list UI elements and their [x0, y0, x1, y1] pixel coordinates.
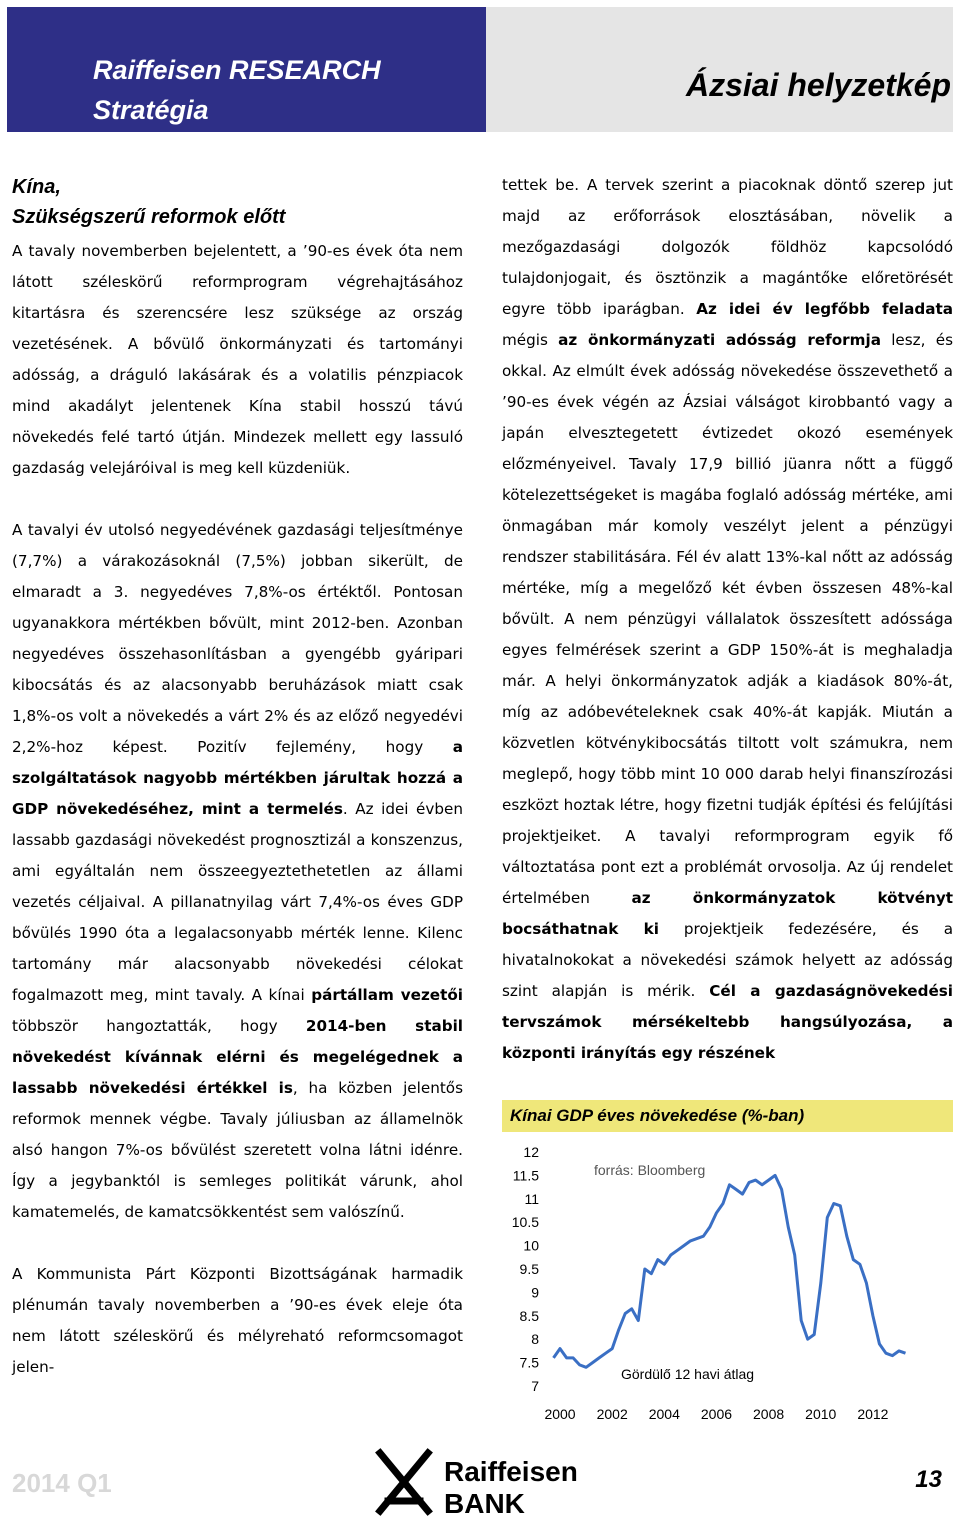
y-tick-label: 9	[531, 1284, 539, 1301]
raiffeisen-bank-logo	[370, 1445, 600, 1517]
r-text-a: tettek be. A tervek szerint a piacoknak döntő szerep jut majd az erőforrások elosztásában, növelik a mezőgazdasági dolgozók földhöz kapcsolódó tulajdonjogait, és ösztönzik a magántőke előretörését egyre több iparágban.	[502, 176, 953, 318]
r-text-c: mégis	[502, 331, 559, 349]
r-emphasis-debt-reform: az önkormányzati adósság reformja	[558, 331, 881, 349]
section-title-line-1: Kína,	[12, 176, 61, 198]
x-tick-label: 2006	[700, 1406, 733, 1422]
p2-text-g: , ha közben jelentős reformok mennek végbe. Tavaly júliusban az államelnök alsó hangon 7%-os bővülést szeretett volna látni idénre. Így a jegybanktól is semleges politikát várunk, ahol kamatemelés, de kamatcsökkentést sem valószínű.	[12, 1079, 463, 1221]
paragraph-1: A tavaly novemberben bejelentett, a ’90-es évek óta nem látott széleskörű reformprogram végrehajtásához kitartásra és szerencsére lesz szüksége az ország vezetésének. A bővülő önkormányzati és tartományi adósság, a dráguló lakásárak és a volatilis pénzpiacok mind akadályt jelentenek Kína stabil hosszú távú növekedés felé tartó útján. Mindezek mellett egy lassuló gazdaság velejáróival is meg kell küzdeniük.	[12, 242, 463, 477]
p2-emphasis-party: pártállam vezetői	[311, 986, 463, 1004]
chart-source-label: forrás: Bloomberg	[594, 1162, 706, 1178]
chart-title: Kínai GDP éves növekedése (%-ban)	[510, 1106, 805, 1125]
p2-emphasis-services: a szolgáltatások nagyobb mértékben járultak hozzá a GDP növekedéséhez, mint a termelés	[12, 738, 463, 818]
brand-line-1: Raiffeisen RESEARCH	[93, 55, 381, 85]
y-tick-label: 11	[524, 1190, 539, 1207]
x-tick-label: 2004	[648, 1406, 680, 1422]
y-tick-label: 10.5	[511, 1214, 539, 1231]
bank-name-line-2: BANK	[444, 1488, 525, 1517]
series-line-gdp	[554, 1175, 906, 1367]
right-column	[502, 170, 953, 1069]
y-tick-label: 11.5	[512, 1167, 539, 1184]
r-emphasis-main-task: Az idei év legfőbb feladata	[696, 300, 953, 318]
y-tick-label: 8	[531, 1331, 539, 1348]
x-tick-label: 2002	[596, 1406, 628, 1422]
r-emphasis-bonds: az önkormányzatok kötvényt bocsáthatnak ki	[502, 889, 953, 938]
raiffeisen-gable-cross-icon	[380, 1453, 428, 1511]
chart-title-bar	[502, 1100, 953, 1132]
x-tick-label: 2008	[753, 1406, 785, 1422]
y-tick-label: 7.5	[519, 1354, 539, 1371]
p2-text-a: A tavalyi év utolsó negyedévének gazdasági teljesítménye (7,7%) a várakozásoknál (7,5%) jobban sikerült, de elmaradt a 3. negyedéves 7,8%-os értéktől. Pontosan ugyanakkora mértékben bővült, mint 2012-ben. Azonban negyedéves összehasonlításban a gyengébb gyáripari kibocsátás és az alacsonyabb beruházások miatt csak 1,8%-os volt a növekedés a várt 2% és az előző negyedévi 2,2%-hoz képest. Pozitív fejlemény, hogy	[12, 521, 463, 756]
r-emphasis-goal: Cél a gazdaságnövekedési tervszámok mérsékeltebb hangsúlyozása, a központi irányítás egy részének	[502, 982, 953, 1062]
x-tick-label: 2012	[857, 1406, 889, 1422]
section-title-line-2: Szükségszerű reformok előtt	[12, 206, 286, 228]
p2-text-e: többször hangoztatták, hogy	[12, 1017, 306, 1035]
y-tick-label: 12	[523, 1144, 539, 1160]
y-tick-label: 7	[531, 1378, 539, 1394]
page-title: Ázsiai helyzetkép	[686, 67, 951, 103]
y-tick-label: 8.5	[519, 1307, 539, 1324]
chart-series-label: Gördülő 12 havi átlag	[621, 1366, 755, 1382]
y-tick-label: 9.5	[519, 1261, 539, 1277]
x-tick-label: 2010	[805, 1406, 837, 1422]
section-title	[12, 172, 285, 232]
header-brand-block	[7, 7, 486, 132]
paragraph-2	[12, 515, 463, 1228]
p2-emphasis-growth: 2014-ben stabil növekedést kívánnak elérni és megelégednek a lassabb növekedési értékkel is	[12, 1017, 463, 1097]
r-text-g: projektjeik fedezésére, és a hivatalnokokat a növekedési számok helyett az adósság szint alapján is mérik.	[502, 920, 954, 1000]
gdp-growth-chart	[500, 1136, 955, 1426]
page-number: 13	[915, 1466, 942, 1493]
brand-line-2: Stratégia	[93, 95, 209, 125]
paragraph-3: A Kommunista Párt Központi Bizottságának harmadik plénumán tavaly novemberben a ’90-es évek eleje óta nem látott széleskörű és mélyreható reformcsomagot jelen-	[12, 1265, 463, 1376]
r-text-e: lesz, és okkal. Az elmúlt évek adósság növekedése összevethető a ’90-es évek végén az Ázsiai válságot kirobbantó vagy a japán elvesztegetett évtizedet okozó események előzményeivel. Tavaly 17,9 billió jüanra nőtt a függő kötelezettségeket is magába foglaló adósság mértéke, ami önmagában már komoly veszélyt jelent a pénzügyi rendszer stabilitására. Fél év alatt 13%-kal nőtt az adósság mértéke, míg a megelőző két évben összesen 48%-kal bővült. A nem pénzügyi vállalatok összesített adóssága egyes felmérések szerint a GDP 150%-át is meghaladja már. A helyi önkormányzatok adják a kiadások 80%-át, míg az adóbevételeknek csak 40%-át kapják. Miután a közvetlen kötvénykibocsátás tiltott volt számukra, nem meglepő, hogy több mint 10 000 darab helyi finanszírozási eszközt hoztak létre, hogy fizetni tudják építési és felújítási projektjeiket. A tavalyi reformprogram egyik fő változtatása pont ezt a problémát orvosolja. Az új rendelet értelmében	[502, 331, 953, 907]
right-paragraph	[502, 170, 953, 1069]
left-column	[12, 236, 463, 1383]
bank-name-line-1: Raiffeisen	[444, 1456, 578, 1487]
p2-text-c: . Az idei évben lassabb gazdasági növekedést prognosztizál a konszenzus, ami egyáltalán nem összeegyeztethetetlen az állami vezetés céljaival. A pillanatnyilag várt 7,4%-os éves GDP bővülés 1990 óta a legalacsonyabb mérték lenne. Kilenc tartomány már alacsonyabb növekedési célokat fogalmazott meg, mint tavaly. A kínai	[12, 800, 463, 1004]
report-period: 2014 Q1	[12, 1468, 112, 1498]
x-tick-label: 2000	[544, 1406, 576, 1422]
y-tick-label: 10	[523, 1237, 539, 1254]
header-title-block	[486, 7, 953, 132]
